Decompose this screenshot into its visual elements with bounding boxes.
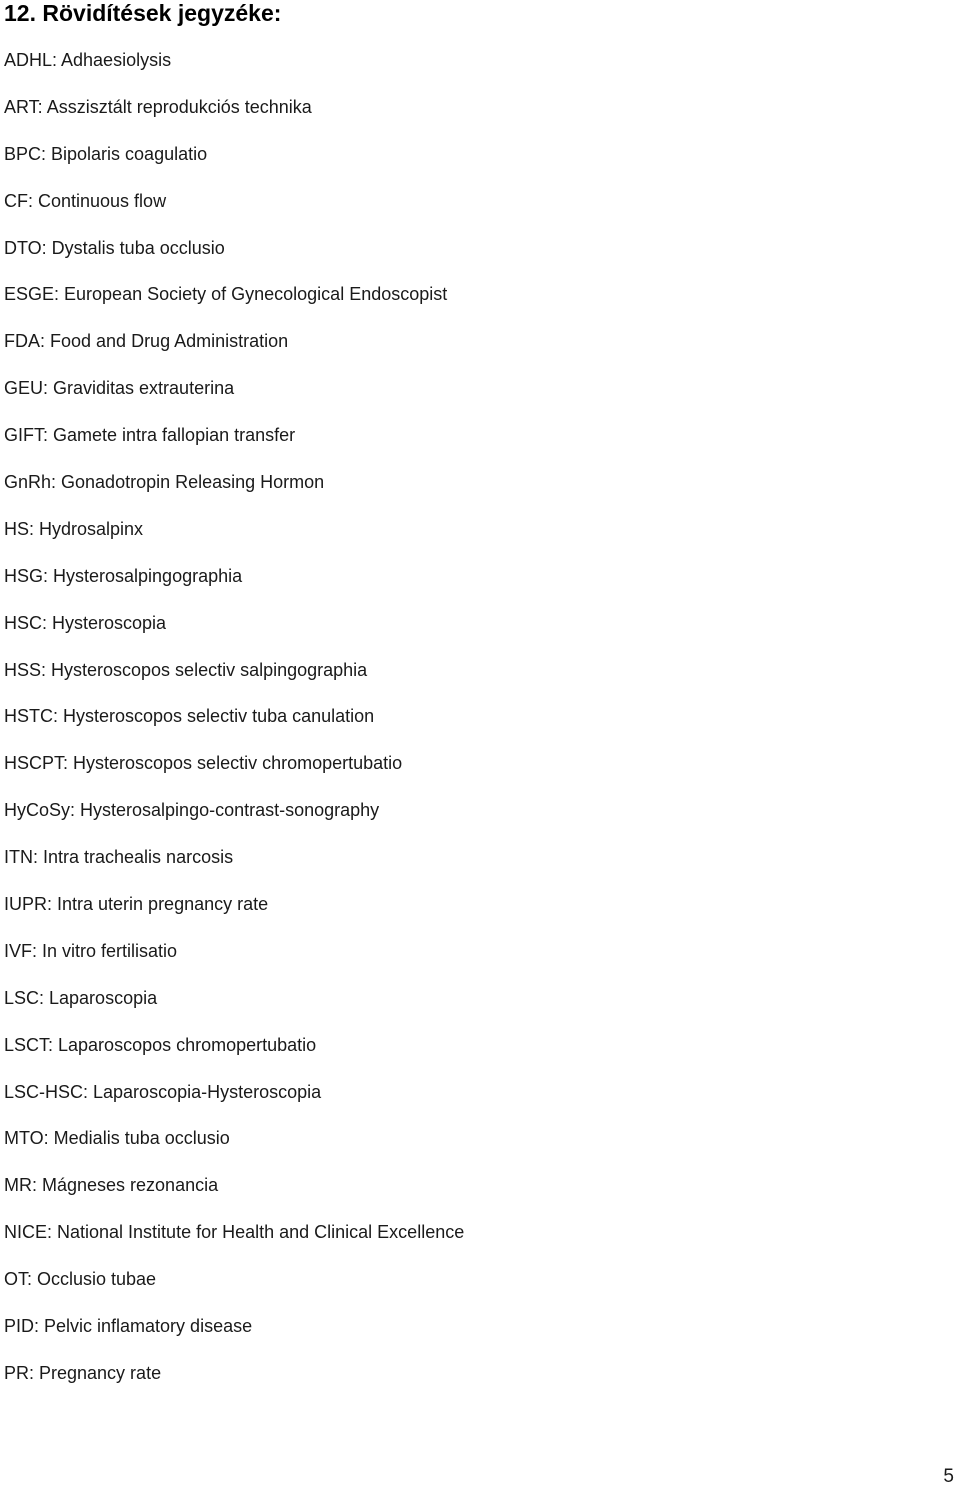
abbreviation-item: GIFT: Gamete intra fallopian transfer [4, 425, 296, 446]
abbreviation-item: IVF: In vitro fertilisatio [4, 940, 178, 961]
abbreviation-item: GnRh: Gonadotropin Releasing Hormon [4, 472, 325, 493]
abbreviation-item: HSCPT: Hysteroscopos selectiv chromopertubatio [4, 753, 403, 774]
abbreviation-item: PID: Pelvic inflamatory disease [4, 1316, 253, 1337]
abbreviation-item: ESGE: European Society of Gynecological Endoscopist [4, 284, 448, 305]
abbreviation-item: BPC: Bipolaris coagulatio [4, 143, 208, 164]
abbreviation-item: OT: Occlusio tubae [4, 1269, 157, 1290]
abbreviation-item: HyCoSy: Hysterosalpingo-contrast-sonography [4, 800, 380, 821]
abbreviation-item: PR: Pregnancy rate [4, 1362, 162, 1383]
abbreviation-item: MTO: Medialis tuba occlusio [4, 1128, 230, 1149]
abbreviation-item: HSS: Hysteroscopos selectiv salpingographia [4, 659, 368, 680]
abbreviation-item: CF: Continuous flow [4, 190, 167, 211]
abbreviation-item: LSCT: Laparoscopos chromopertubatio [4, 1034, 317, 1055]
abbreviation-item: HSC: Hysteroscopia [4, 612, 167, 633]
abbreviation-item: ITN: Intra trachealis narcosis [4, 847, 234, 868]
abbreviation-item: ART: Asszisztált reprodukciós technika [4, 96, 312, 117]
abbreviation-item: HSTC: Hysteroscopos selectiv tuba canulation [4, 706, 375, 727]
abbreviation-item: GEU: Graviditas extrauterina [4, 378, 235, 399]
abbreviation-list [4, 47, 464, 1407]
abbreviation-item: HS: Hydrosalpinx [4, 518, 144, 539]
abbreviation-item: FDA: Food and Drug Administration [4, 331, 289, 352]
abbreviation-item: LSC-HSC: Laparoscopia-Hysteroscopia [4, 1081, 322, 1102]
abbreviation-item: IUPR: Intra uterin pregnancy rate [4, 894, 269, 915]
abbreviation-item: HSG: Hysterosalpingographia [4, 565, 243, 586]
abbreviation-item: ADHL: Adhaesiolysis [4, 50, 172, 70]
abbreviation-item: DTO: Dystalis tuba occlusio [4, 237, 225, 258]
abbreviation-item: LSC: Laparoscopia [4, 987, 158, 1008]
page-title: 12. Rövidítések jegyzéke: [4, 0, 282, 26]
abbreviation-item: MR: Mágneses rezonancia [4, 1175, 219, 1196]
abbreviation-item: NICE: National Institute for Health and Clinical Excellence [4, 1222, 465, 1243]
page-number: 5 [943, 1466, 954, 1487]
